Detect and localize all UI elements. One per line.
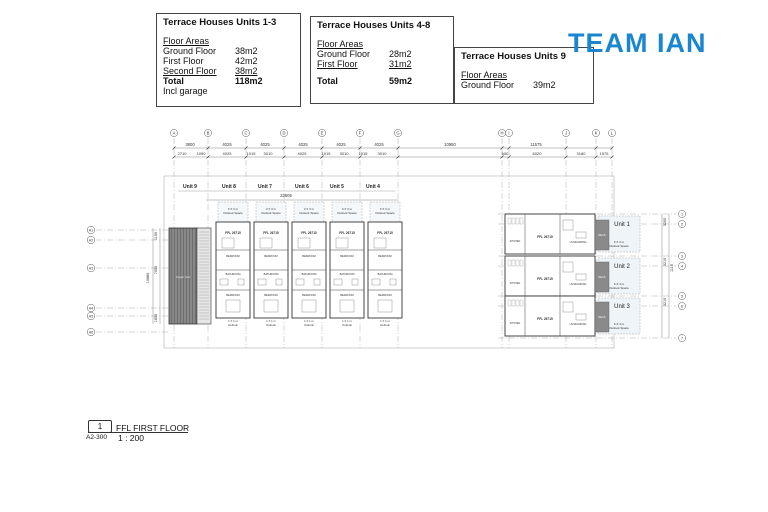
- ffl-label: FFL 26715: [263, 231, 279, 235]
- grid-label-col: H: [500, 130, 504, 136]
- room-label: BEDROOM: [264, 294, 278, 297]
- dimension-text: 10950: [444, 142, 456, 147]
- grid-label-row: 6: [680, 304, 684, 309]
- bath: [372, 279, 380, 285]
- outlook-label: 6 X 4 m: [613, 282, 625, 286]
- grid-label-row: A2: [88, 238, 94, 243]
- dimension-text: 4025: [222, 142, 232, 147]
- schedule-title: Terrace Houses Units 4-8: [317, 20, 431, 31]
- outlook-small-label: Outlook: [304, 323, 314, 327]
- dimension-text: 3010: [263, 151, 273, 156]
- toilet: [390, 279, 396, 285]
- room-label: KITCHEN: [509, 322, 521, 325]
- area-note: Incl garage: [163, 86, 208, 96]
- table: [563, 302, 573, 312]
- dimension-text-vertical: 3200: [663, 217, 667, 227]
- dimension-text: 1090: [196, 151, 206, 156]
- cabinet: [508, 260, 511, 266]
- outlook-label: Outlook Space: [609, 286, 629, 290]
- deck-label: DECK: [598, 276, 606, 279]
- dimension-text: 2710: [177, 151, 187, 156]
- bed: [298, 238, 310, 248]
- deck-label: DECK: [598, 234, 606, 237]
- cabinet: [520, 260, 523, 266]
- ffl-label: FFL 26715: [301, 231, 317, 235]
- unit-label: Unit 7: [258, 184, 272, 190]
- bed: [264, 300, 278, 312]
- grid-label-row: A5: [88, 314, 94, 319]
- area-total: Total 59m2: [317, 76, 413, 86]
- dimension-text-vertical: 1115: [670, 264, 674, 272]
- ffl-label: FFL 26715: [225, 231, 241, 235]
- room-label: BATHROOM: [263, 273, 279, 276]
- ffl-label: FFL 26715: [537, 235, 553, 239]
- unit-label: Unit 4: [366, 184, 380, 190]
- sofa: [576, 274, 586, 280]
- bath: [258, 279, 266, 285]
- dimension-text: 3180: [576, 151, 586, 156]
- dimension-text-vertical: 10880: [146, 272, 150, 284]
- grid-label-row: A1: [88, 228, 94, 233]
- outlook-label: 3 X 3 m: [265, 207, 277, 211]
- dimension-text: 4025: [297, 151, 307, 156]
- dimension-text: 600: [501, 151, 509, 156]
- room-label: BEDROOM: [264, 255, 278, 258]
- drawing-title: FFL FIRST FLOOR: [116, 423, 190, 433]
- bed: [340, 300, 354, 312]
- dimension-text-vertical: 7050: [154, 265, 158, 275]
- unit-label: Unit 8: [222, 184, 236, 190]
- outlook-small-label: Outlook: [228, 323, 238, 327]
- toilet: [352, 279, 358, 285]
- outlook-small-label: 1 X 1 m: [342, 319, 352, 323]
- outlook-small-label: 1 X 1 m: [228, 319, 238, 323]
- dimension-text: 4025: [374, 142, 384, 147]
- area-row: Ground Floor 38m2: [163, 46, 258, 56]
- outlook-small-label: Outlook: [380, 323, 390, 327]
- dimension-text: 4025: [260, 142, 270, 147]
- team-ian-logo: TEAM IAN: [568, 28, 707, 58]
- bath: [334, 279, 342, 285]
- toilet: [276, 279, 282, 285]
- outlook-label: 3 X 3 m: [227, 207, 239, 211]
- room-label: KITCHEN: [509, 240, 521, 243]
- unit-label-right: Unit 3: [614, 304, 630, 310]
- grid-label-col: E: [320, 130, 324, 136]
- dimension-text: 1575: [599, 151, 609, 156]
- deck-label: DECK: [598, 316, 606, 319]
- dimension-text: 4025: [222, 151, 232, 156]
- cabinet: [520, 300, 523, 306]
- schedule-title: Terrace Houses Units 9: [461, 51, 566, 62]
- bed: [222, 238, 234, 248]
- sheet-reference: A2-300: [86, 434, 107, 441]
- outlook-label: Outlook Space: [261, 211, 281, 215]
- room-label: BATHROOM: [301, 273, 317, 276]
- bed: [226, 300, 240, 312]
- grid-label-row: A4: [88, 306, 94, 311]
- grid-label-row: 4: [680, 264, 684, 269]
- cabinet: [512, 260, 515, 266]
- dimension-text: 4025: [336, 142, 346, 147]
- grid-label-row: A6: [88, 330, 94, 335]
- dimension-text-vertical: 1650: [154, 313, 158, 323]
- outlook-label: Outlook Space: [375, 211, 395, 215]
- cabinet: [512, 300, 515, 306]
- room-label: KITCHEN: [509, 282, 521, 285]
- area-row: First Floor 31m2: [317, 59, 412, 69]
- grid-label-row: 5: [680, 294, 684, 299]
- cabinet: [520, 218, 523, 224]
- outlook-label: Outlook Space: [609, 326, 629, 330]
- dimension-text: 3010: [377, 151, 387, 156]
- overall-dimension-text: 23505: [280, 193, 292, 198]
- bed: [302, 300, 316, 312]
- floor-areas-heading: Floor Areas: [163, 36, 210, 46]
- outlook-label: Outlook Space: [299, 211, 319, 215]
- grid-label-col: D: [282, 130, 286, 136]
- dimension-text-vertical: 1150: [154, 231, 158, 241]
- grid-label-col: J: [564, 130, 568, 136]
- drawing-number: 1: [88, 420, 112, 433]
- area-row: First Floor 42m2: [163, 56, 258, 66]
- drawing-scale: 1 : 200: [118, 433, 144, 443]
- unit-label: Unit 6: [295, 184, 309, 190]
- ffl-label: FFL 26715: [537, 277, 553, 281]
- room-label: LIVING/DINING: [569, 241, 587, 244]
- unit-9-stair: [197, 228, 211, 324]
- area-row: Ground Floor 39m2: [461, 80, 556, 90]
- sofa: [576, 232, 586, 238]
- unit-label: Unit 9: [183, 184, 197, 190]
- outlook-label: 3 X 3 m: [303, 207, 315, 211]
- area-row: Second Floor 38m2: [163, 66, 258, 76]
- outlook-label: Outlook Space: [337, 211, 357, 215]
- outlook-small-label: 1 X 1 m: [304, 319, 314, 323]
- dimension-text: 1015: [246, 151, 256, 156]
- room-label: LIVING/DINING: [569, 323, 587, 326]
- grid-label-col: K: [594, 130, 598, 136]
- sofa: [576, 314, 586, 320]
- upper-roof-label: Upper roof: [175, 275, 191, 279]
- grid-label-col: I: [508, 130, 510, 136]
- unit-label-right: Unit 1: [614, 222, 630, 228]
- area-total: Total 118m2: [163, 76, 263, 86]
- bed: [260, 238, 272, 248]
- ffl-label: FFL 26715: [377, 231, 393, 235]
- outlook-small-label: 1 X 1 m: [266, 319, 276, 323]
- bath: [296, 279, 304, 285]
- dimension-text-vertical: 3210: [663, 257, 667, 267]
- room-label: BATHROOM: [225, 273, 241, 276]
- toilet: [238, 279, 244, 285]
- grid-label-col: C: [244, 130, 248, 136]
- cabinet: [516, 218, 519, 224]
- cabinet: [516, 300, 519, 306]
- grid-label-row: A3: [88, 266, 94, 271]
- room-label: BEDROOM: [340, 294, 354, 297]
- grid-label-col: G: [396, 130, 400, 136]
- dimension-text: 1015: [321, 151, 331, 156]
- floor-areas-heading: Floor Areas: [317, 39, 364, 49]
- grid-label-col: L: [610, 130, 614, 136]
- floor-areas-heading: Floor Areas: [461, 70, 508, 80]
- outlook-small-label: Outlook: [266, 323, 276, 327]
- table: [563, 262, 573, 272]
- cabinet: [508, 218, 511, 224]
- outlook-small-label: Outlook: [342, 323, 352, 327]
- room-label: BEDROOM: [302, 294, 316, 297]
- unit-label: Unit 5: [330, 184, 344, 190]
- dimension-text: 1015: [358, 151, 368, 156]
- dimension-text: 3010: [339, 151, 349, 156]
- bed: [378, 300, 392, 312]
- grid-label-row: 1: [680, 212, 684, 217]
- table: [563, 220, 573, 230]
- room-label: BEDROOM: [378, 255, 392, 258]
- outlook-label: Outlook Space: [223, 211, 243, 215]
- cabinet: [512, 218, 515, 224]
- room-label: BEDROOM: [378, 294, 392, 297]
- outlook-label: Outlook Space: [609, 244, 629, 248]
- toilet: [314, 279, 320, 285]
- room-label: BEDROOM: [226, 255, 240, 258]
- ffl-label: FFL 26715: [537, 317, 553, 321]
- dimension-text: 6020: [532, 151, 542, 156]
- schedule-title: Terrace Houses Units 1-3: [163, 17, 277, 28]
- dimension-text: 3800: [185, 142, 195, 147]
- cabinet: [508, 300, 511, 306]
- bath: [220, 279, 228, 285]
- room-label: BEDROOM: [302, 255, 316, 258]
- grid-label-row: 3: [680, 254, 684, 259]
- grid-label-col: F: [358, 130, 362, 136]
- room-label: BATHROOM: [339, 273, 355, 276]
- bed: [374, 238, 386, 248]
- ffl-label: FFL 26715: [339, 231, 355, 235]
- bed: [336, 238, 348, 248]
- outlook-label: 3 X 3 m: [379, 207, 391, 211]
- room-label: BATHROOM: [377, 273, 393, 276]
- outlook-small-label: 1 X 1 m: [380, 319, 390, 323]
- unit-label-right: Unit 2: [614, 264, 630, 270]
- grid-label-row: 7: [680, 336, 684, 341]
- outlook-label: 6 X 4 m: [613, 240, 625, 244]
- dimension-text: 11575: [530, 142, 542, 147]
- grid-label-col: B: [206, 130, 210, 136]
- room-label: BEDROOM: [226, 294, 240, 297]
- cabinet: [516, 260, 519, 266]
- room-label: LIVING/DINING: [569, 283, 587, 286]
- outlook-label: 3 X 3 m: [341, 207, 353, 211]
- dimension-text-vertical: 3210: [663, 297, 667, 307]
- dimension-text: 4025: [298, 142, 308, 147]
- grid-label-row: 2: [680, 222, 684, 227]
- grid-label-col: A: [172, 130, 176, 136]
- outlook-label: 6 X 4 m: [613, 322, 625, 326]
- area-row: Ground Floor 28m2: [317, 49, 412, 59]
- room-label: BEDROOM: [340, 255, 354, 258]
